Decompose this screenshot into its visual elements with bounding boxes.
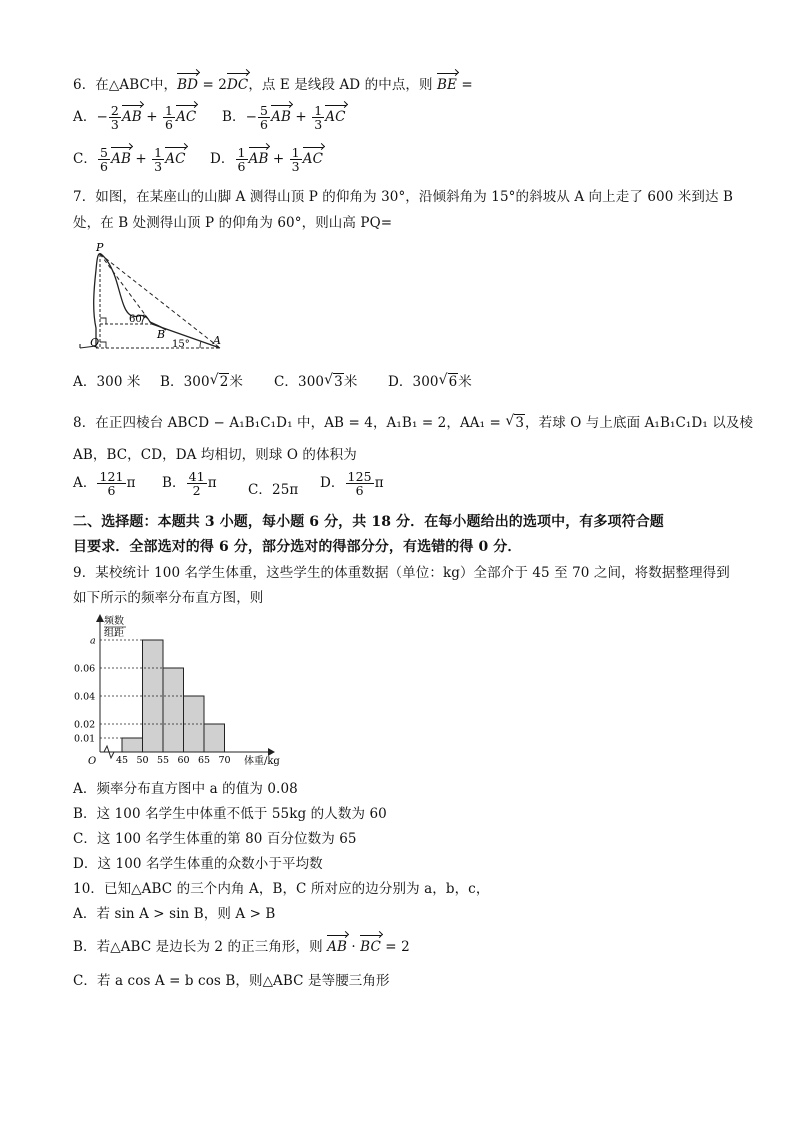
label-a: A bbox=[213, 334, 221, 347]
x-tick-label: 70 bbox=[218, 755, 231, 766]
q9-option-d: D．这 100 名学生体重的众数小于平均数 bbox=[73, 856, 323, 872]
y-tick-label: 0.02 bbox=[74, 719, 96, 731]
q10-option-c: C．若 a cos A = b cos B，则△ABC 是等腰三角形 bbox=[73, 973, 390, 989]
x-tick-label: 60 bbox=[177, 755, 190, 766]
x-tick-label: 50 bbox=[136, 755, 149, 766]
x-tick-label: 55 bbox=[156, 755, 170, 766]
mountain-outline bbox=[94, 254, 166, 346]
frequency-histogram bbox=[70, 612, 290, 772]
ylabel-top: 频数 bbox=[104, 616, 124, 627]
q7-option-d: D．300 √ 6米 bbox=[388, 372, 472, 390]
histogram-bar bbox=[163, 668, 184, 752]
x-axis-arrow bbox=[268, 748, 275, 756]
ylabel-bottom: 组距 bbox=[104, 628, 124, 639]
q7-line1: 7．如图，在某座山的山脚 A 测得山顶 P 的仰角为 30°，沿倾斜角为 15°的斜坡从 A 向上走了 600 米到达 B bbox=[73, 189, 734, 205]
q10-option-b: B．若△ABC 是边长为 2 的正三角形，则 AB · BC = 2 bbox=[73, 939, 410, 955]
q6-option-d: D． $\frac{1}{6}$ AB + $\frac{1}{3}$ AC bbox=[210, 145, 324, 174]
q8-option-d: D． $\frac{125}{6}$ π bbox=[320, 469, 384, 498]
q8-option-c: C．25π bbox=[248, 482, 299, 498]
q6-option-c: C． $\frac{5}{6}$ AB + $\frac{1}{3}$ AC bbox=[73, 145, 186, 174]
q9-option-b: B．这 100 名学生中体重不低于 55kg 的人数为 60 bbox=[73, 806, 387, 822]
q7-mountain-figure bbox=[74, 240, 234, 356]
section2-line1: 二、选择题：本题共 3 小题，每小题 6 分，共 18 分．在每小题给出的选项中，有多项符合题 bbox=[73, 514, 664, 530]
y-tick-label: 0.06 bbox=[74, 663, 96, 675]
q7-line2: 处，在 B 处测得山顶 P 的仰角为 60°，则山高 PQ= bbox=[73, 215, 393, 231]
q10-line1: 10．已知△ABC 的三个内角 A，B，C 所对应的边分别为 a，b，c， bbox=[73, 881, 490, 897]
section2-line2: 目要求．全部选对的得 6 分，部分选对的得部分分，有选错的得 0 分． bbox=[73, 539, 522, 555]
label-60: 60° bbox=[129, 314, 147, 325]
y-axis-arrow bbox=[96, 614, 104, 622]
xlabel: 体重/kg bbox=[244, 756, 280, 767]
y-tick-label: 0.04 bbox=[74, 691, 96, 703]
q6-stem: 6．在△ABC中，BD = 2DC，点 E 是线段 AD 的中点，则 BE = bbox=[73, 77, 473, 93]
q6-option-b: B．− $\frac{5}{6}$ AB + $\frac{1}{3}$ AC bbox=[222, 103, 346, 132]
q9-line2: 如下所示的频率分布直方图，则 bbox=[73, 590, 264, 606]
q9-option-c: C．这 100 名学生体重的第 80 百分位数为 65 bbox=[73, 831, 357, 847]
label-q: Q bbox=[90, 336, 100, 349]
y-tick-label: a bbox=[90, 635, 96, 647]
q10-option-a: A．若 sin A > sin B，则 A > B bbox=[73, 906, 276, 922]
q6-option-a: A．− $\frac{2}{3}$ AB + $\frac{1}{6}$ AC bbox=[73, 103, 197, 132]
q9-option-a: A．频率分布直方图中 a 的值为 0.08 bbox=[73, 781, 298, 797]
label-b: B bbox=[157, 328, 166, 341]
q8-option-b: B． $\frac{41}{2}$ π bbox=[162, 469, 217, 498]
y-tick-label: 0.01 bbox=[74, 733, 96, 745]
q7-option-b: B．300 √ 2米 bbox=[160, 372, 244, 390]
q8-line1: 8．在正四棱台 ABCD − A₁B₁C₁D₁ 中，AB = 4，A₁B₁ = 2，AA₁ = √ 3，若球 O 与上底面 A₁B₁C₁D₁ 以及棱 bbox=[73, 413, 754, 431]
label-15: 15° bbox=[172, 339, 190, 350]
q7-option-a: A．300 米 bbox=[73, 374, 141, 390]
q9-line1: 9．某校统计 100 名学生体重，这些学生的体重数据（单位：kg）全部介于 45 至 70 之间，将数据整理得到 bbox=[73, 565, 730, 581]
q7-option-c: C．300 √ 3米 bbox=[274, 372, 358, 390]
x-tick-label: 65 bbox=[197, 755, 211, 766]
histogram-bar bbox=[204, 724, 225, 752]
x-tick-label: 45 bbox=[115, 755, 129, 766]
histogram-bar bbox=[122, 738, 143, 752]
label-p: P bbox=[96, 241, 104, 254]
origin-label: O bbox=[88, 756, 97, 767]
q8-options: A． $\frac{121}{6}$ π bbox=[73, 469, 136, 498]
q8-line2: AB，BC，CD，DA 均相切，则球 O 的体积为 bbox=[73, 447, 357, 463]
